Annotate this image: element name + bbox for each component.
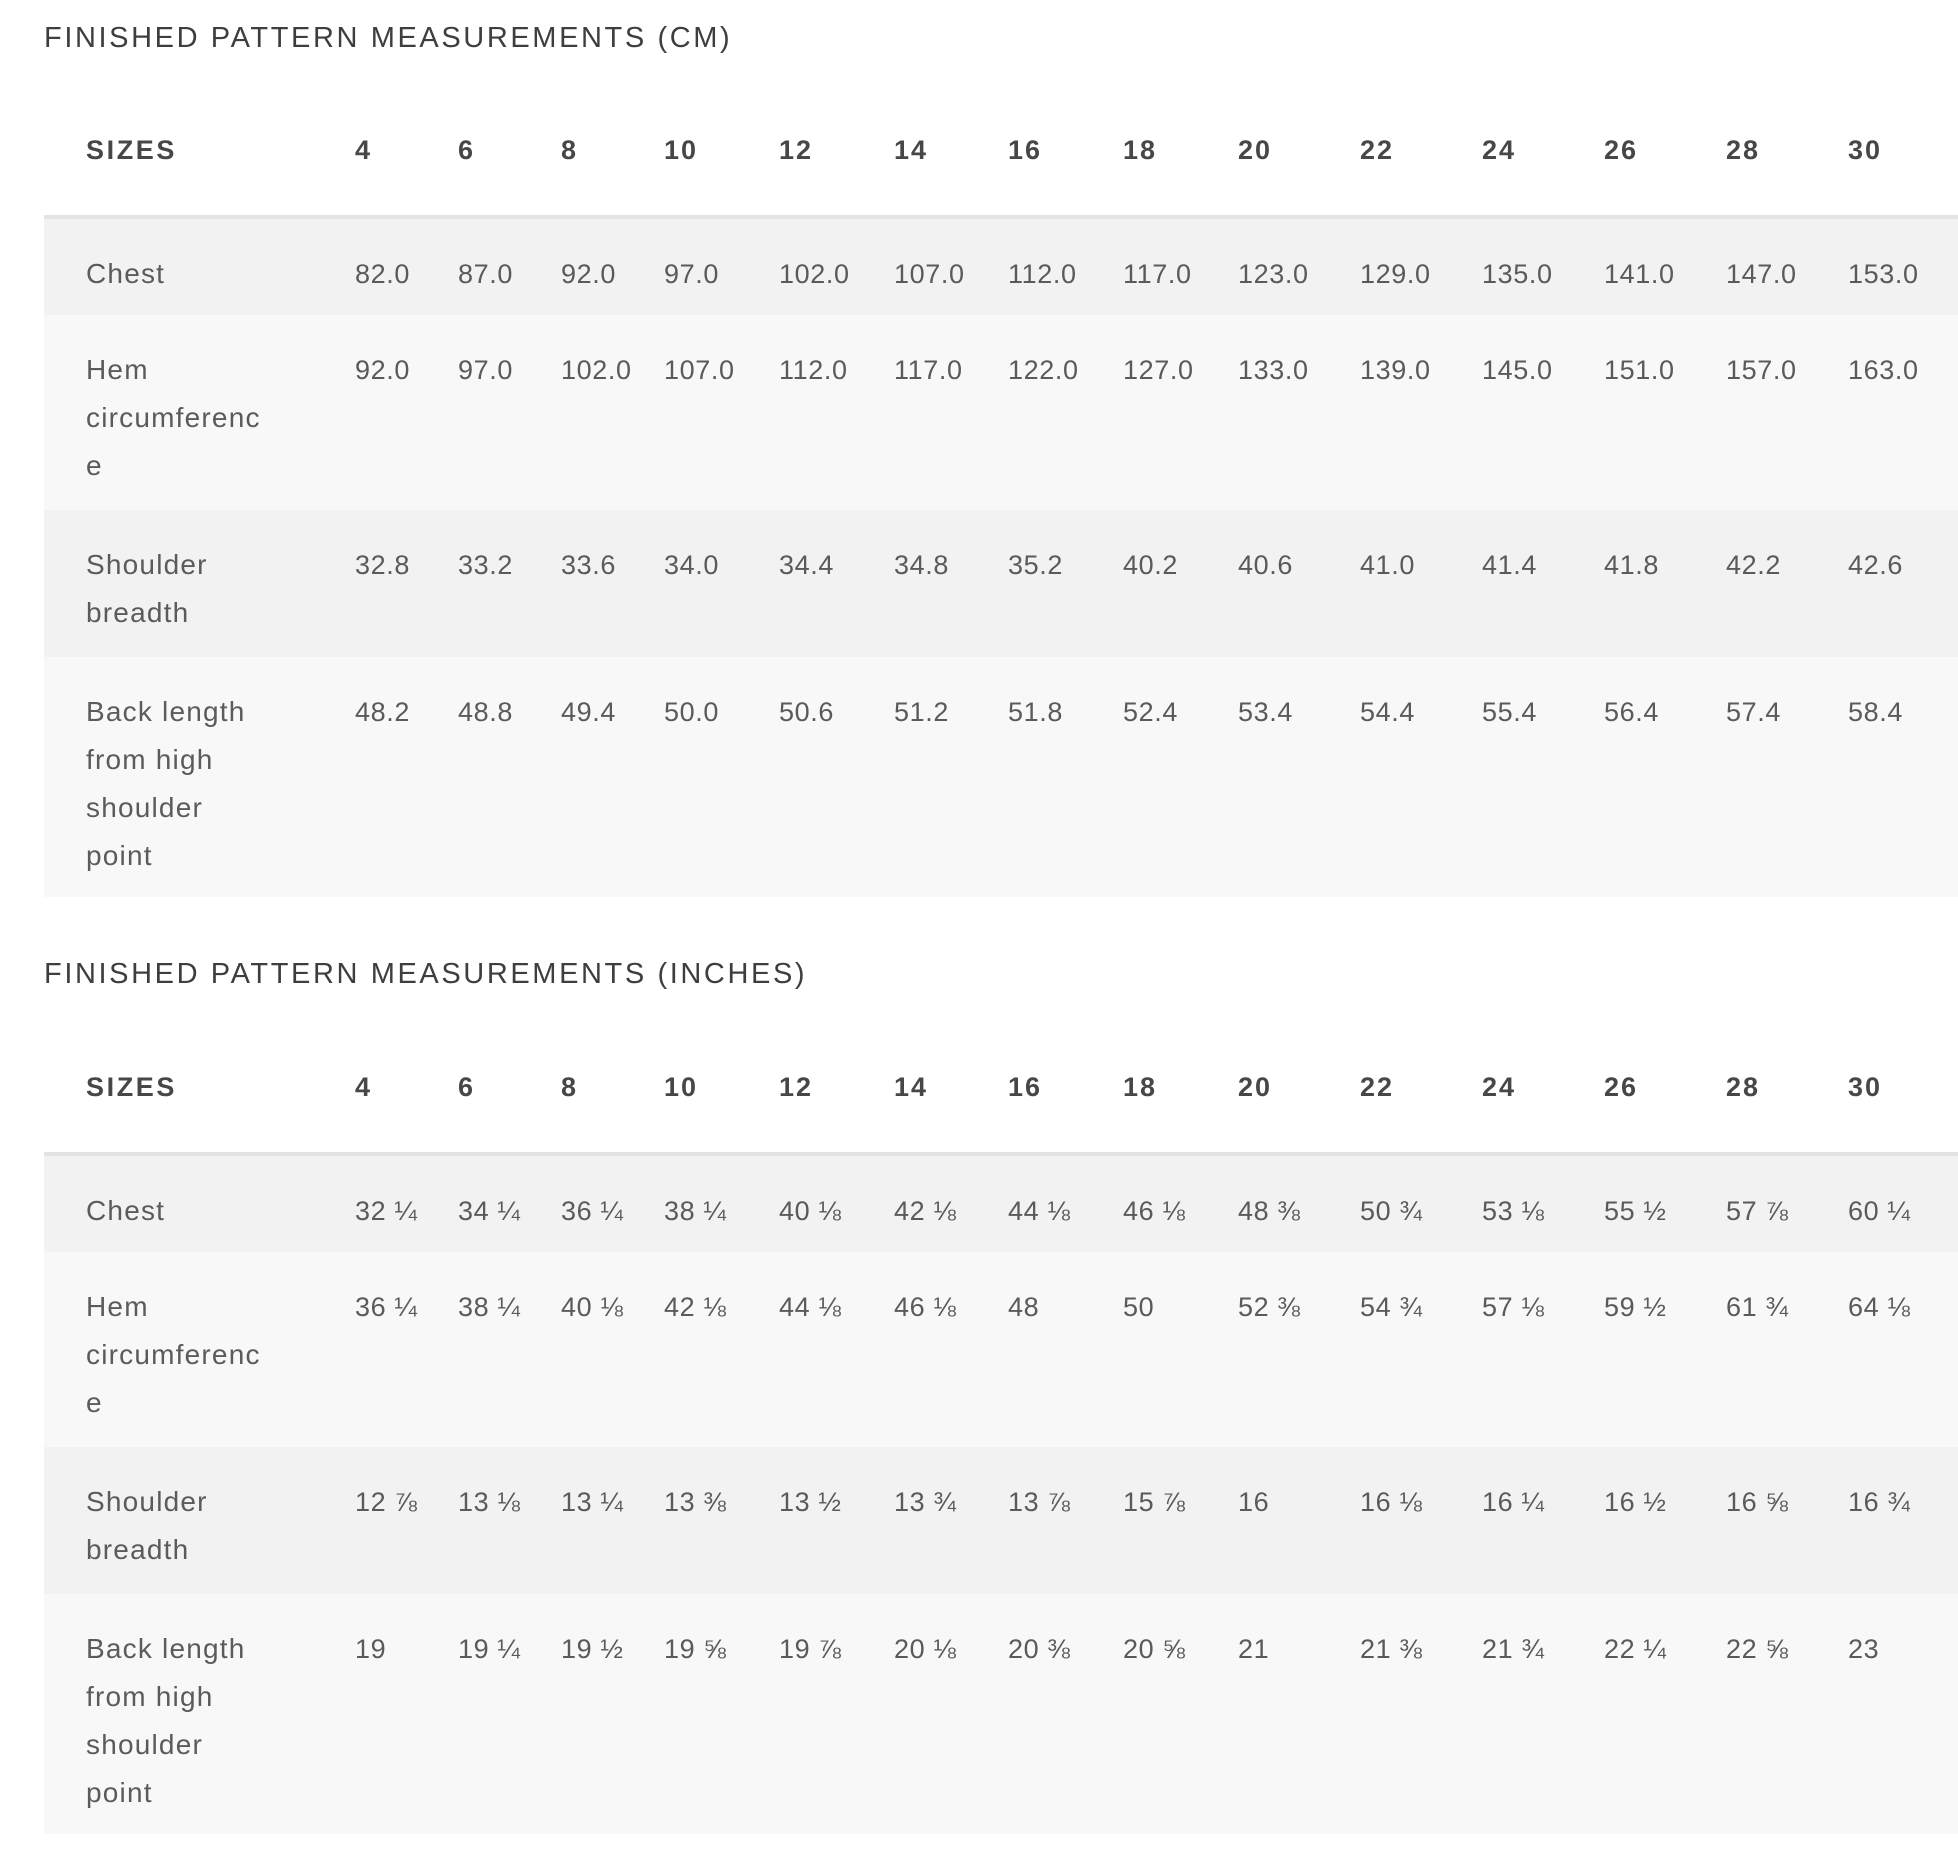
table-cell: 20 ⅛: [894, 1594, 1008, 1834]
table-cell: 19 ⅞: [779, 1594, 894, 1834]
table-cell: 60 ¼: [1848, 1154, 1958, 1252]
cm-section-title: FINISHED PATTERN MEASUREMENTS (CM): [44, 22, 733, 54]
table-cell: 51.8: [1008, 657, 1123, 897]
table-cell: 147.0: [1726, 217, 1848, 315]
table-cell: 50 ¾: [1360, 1154, 1482, 1252]
table-cell: 54.4: [1360, 657, 1482, 897]
table-cell: 59 ½: [1604, 1252, 1726, 1447]
table-cell: 13 ½: [779, 1447, 894, 1594]
size-header: 20: [1238, 46, 1360, 217]
table-cell: 163.0: [1848, 315, 1958, 510]
size-header: 12: [779, 46, 894, 217]
inches-measurements-table: [44, 983, 1958, 1834]
table-cell: 46 ⅛: [1123, 1154, 1238, 1252]
table-row-shoulder-breadth: [44, 1447, 1958, 1594]
table-cell: 32 ¼: [355, 1154, 458, 1252]
table-cell: 41.0: [1360, 510, 1482, 657]
table-cell: 44 ⅛: [1008, 1154, 1123, 1252]
size-header: 10: [664, 46, 779, 217]
table-cell: 87.0: [458, 217, 561, 315]
size-header: 28: [1726, 983, 1848, 1154]
size-header: 24: [1482, 983, 1604, 1154]
table-cell: 102.0: [561, 315, 664, 510]
row-label: Shoulder breadth: [44, 1447, 355, 1594]
table-cell: 157.0: [1726, 315, 1848, 510]
size-header: 4: [355, 983, 458, 1154]
table-cell: 50.6: [779, 657, 894, 897]
table-cell: 141.0: [1604, 217, 1726, 315]
table-cell: 52.4: [1123, 657, 1238, 897]
row-label: Back length from high shoulder point: [44, 1594, 355, 1834]
size-header: 26: [1604, 46, 1726, 217]
table-cell: 123.0: [1238, 217, 1360, 315]
table-cell: 51.2: [894, 657, 1008, 897]
table-cell: 41.4: [1482, 510, 1604, 657]
table-cell: 117.0: [894, 315, 1008, 510]
table-cell: 19 ⅝: [664, 1594, 779, 1834]
table-cell: 13 ⅛: [458, 1447, 561, 1594]
table-cell: 33.6: [561, 510, 664, 657]
size-header: 16: [1008, 46, 1123, 217]
table-cell: 34 ¼: [458, 1154, 561, 1252]
cm-measurements-table: [44, 46, 1958, 897]
table-cell: 34.0: [664, 510, 779, 657]
table-cell: 36 ¼: [355, 1252, 458, 1447]
table-cell: 42 ⅛: [664, 1252, 779, 1447]
table-cell: 107.0: [894, 217, 1008, 315]
table-cell: 21: [1238, 1594, 1360, 1834]
table-cell: 56.4: [1604, 657, 1726, 897]
size-header: 8: [561, 983, 664, 1154]
table-cell: 102.0: [779, 217, 894, 315]
table-cell: 92.0: [561, 217, 664, 315]
table-cell: 13 ¾: [894, 1447, 1008, 1594]
table-cell: 64 ⅛: [1848, 1252, 1958, 1447]
table-cell: 52 ⅜: [1238, 1252, 1360, 1447]
size-header: 28: [1726, 46, 1848, 217]
size-header: 24: [1482, 46, 1604, 217]
row-label: Chest: [44, 217, 355, 315]
table-cell: 55.4: [1482, 657, 1604, 897]
table-cell: 15 ⅞: [1123, 1447, 1238, 1594]
row-label: Back length from high shoulder point: [44, 657, 355, 897]
table-cell: 82.0: [355, 217, 458, 315]
sizes-header: SIZES: [44, 46, 355, 217]
size-header: 14: [894, 983, 1008, 1154]
table-cell: 151.0: [1604, 315, 1726, 510]
table-cell: 48: [1008, 1252, 1123, 1447]
table-cell: 16 ½: [1604, 1447, 1726, 1594]
table-cell: 21 ⅜: [1360, 1594, 1482, 1834]
table-row-hem-circumference: [44, 315, 1958, 510]
table-cell: 12 ⅞: [355, 1447, 458, 1594]
row-label: Hem circumferenc e: [44, 315, 355, 510]
table-cell: 97.0: [458, 315, 561, 510]
table-cell: 122.0: [1008, 315, 1123, 510]
table-cell: 19 ½: [561, 1594, 664, 1834]
table-cell: 112.0: [1008, 217, 1123, 315]
table-cell: 42.6: [1848, 510, 1958, 657]
table-cell: 33.2: [458, 510, 561, 657]
table-cell: 36 ¼: [561, 1154, 664, 1252]
table-cell: 13 ¼: [561, 1447, 664, 1594]
table-cell: 49.4: [561, 657, 664, 897]
table-cell: 13 ⅞: [1008, 1447, 1123, 1594]
size-header: 22: [1360, 983, 1482, 1154]
table-cell: 22 ¼: [1604, 1594, 1726, 1834]
table-cell: 107.0: [664, 315, 779, 510]
size-header: 26: [1604, 983, 1726, 1154]
table-row-back-length: [44, 1594, 1958, 1834]
table-cell: 129.0: [1360, 217, 1482, 315]
row-label: Shoulder breadth: [44, 510, 355, 657]
table-cell: 57 ⅛: [1482, 1252, 1604, 1447]
table-cell: 38 ¼: [458, 1252, 561, 1447]
table-header-row: [44, 46, 1958, 217]
size-header: 16: [1008, 983, 1123, 1154]
table-cell: 40 ⅛: [779, 1154, 894, 1252]
size-header: 18: [1123, 46, 1238, 217]
table-cell: 127.0: [1123, 315, 1238, 510]
table-cell: 57 ⅞: [1726, 1154, 1848, 1252]
table-cell: 32.8: [355, 510, 458, 657]
table-header-row: [44, 983, 1958, 1154]
size-header: 22: [1360, 46, 1482, 217]
size-header: 30: [1848, 983, 1958, 1154]
size-header: 10: [664, 983, 779, 1154]
table-cell: 40.6: [1238, 510, 1360, 657]
table-cell: 44 ⅛: [779, 1252, 894, 1447]
table-cell: 42 ⅛: [894, 1154, 1008, 1252]
table-cell: 133.0: [1238, 315, 1360, 510]
table-row-chest: [44, 217, 1958, 315]
table-cell: 16 ⅝: [1726, 1447, 1848, 1594]
table-cell: 117.0: [1123, 217, 1238, 315]
table-cell: 23: [1848, 1594, 1958, 1834]
size-header: 4: [355, 46, 458, 217]
table-cell: 34.4: [779, 510, 894, 657]
table-cell: 50.0: [664, 657, 779, 897]
table-cell: 40.2: [1123, 510, 1238, 657]
table-cell: 139.0: [1360, 315, 1482, 510]
size-header: 14: [894, 46, 1008, 217]
table-row-back-length: [44, 657, 1958, 897]
table-row-shoulder-breadth: [44, 510, 1958, 657]
table-cell: 38 ¼: [664, 1154, 779, 1252]
table-cell: 48.8: [458, 657, 561, 897]
table-cell: 22 ⅝: [1726, 1594, 1848, 1834]
table-cell: 57.4: [1726, 657, 1848, 897]
table-cell: 135.0: [1482, 217, 1604, 315]
table-cell: 16 ¼: [1482, 1447, 1604, 1594]
size-header: 6: [458, 983, 561, 1154]
table-cell: 55 ½: [1604, 1154, 1726, 1252]
table-cell: 16: [1238, 1447, 1360, 1594]
table-cell: 153.0: [1848, 217, 1958, 315]
table-cell: 19: [355, 1594, 458, 1834]
row-label: Chest: [44, 1154, 355, 1252]
size-header: 18: [1123, 983, 1238, 1154]
size-header: 20: [1238, 983, 1360, 1154]
table-cell: 34.8: [894, 510, 1008, 657]
table-cell: 20 ⅝: [1123, 1594, 1238, 1834]
table-cell: 40 ⅛: [561, 1252, 664, 1447]
inches-section-title: FINISHED PATTERN MEASUREMENTS (INCHES): [44, 958, 808, 990]
table-row-hem-circumference: [44, 1252, 1958, 1447]
sizes-header: SIZES: [44, 983, 355, 1154]
table-cell: 145.0: [1482, 315, 1604, 510]
table-cell: 61 ¾: [1726, 1252, 1848, 1447]
table-cell: 20 ⅜: [1008, 1594, 1123, 1834]
table-row-chest: [44, 1154, 1958, 1252]
table-cell: 48.2: [355, 657, 458, 897]
table-cell: 112.0: [779, 315, 894, 510]
size-header: 6: [458, 46, 561, 217]
size-header: 12: [779, 983, 894, 1154]
table-cell: 42.2: [1726, 510, 1848, 657]
table-cell: 97.0: [664, 217, 779, 315]
table-cell: 48 ⅜: [1238, 1154, 1360, 1252]
table-cell: 58.4: [1848, 657, 1958, 897]
table-cell: 19 ¼: [458, 1594, 561, 1834]
table-cell: 13 ⅜: [664, 1447, 779, 1594]
table-cell: 53.4: [1238, 657, 1360, 897]
table-cell: 46 ⅛: [894, 1252, 1008, 1447]
table-cell: 50: [1123, 1252, 1238, 1447]
size-header: 8: [561, 46, 664, 217]
row-label: Hem circumferenc e: [44, 1252, 355, 1447]
table-cell: 92.0: [355, 315, 458, 510]
size-header: 30: [1848, 46, 1958, 217]
table-cell: 16 ⅛: [1360, 1447, 1482, 1594]
table-cell: 53 ⅛: [1482, 1154, 1604, 1252]
table-cell: 54 ¾: [1360, 1252, 1482, 1447]
table-cell: 41.8: [1604, 510, 1726, 657]
table-cell: 16 ¾: [1848, 1447, 1958, 1594]
table-cell: 21 ¾: [1482, 1594, 1604, 1834]
table-cell: 35.2: [1008, 510, 1123, 657]
